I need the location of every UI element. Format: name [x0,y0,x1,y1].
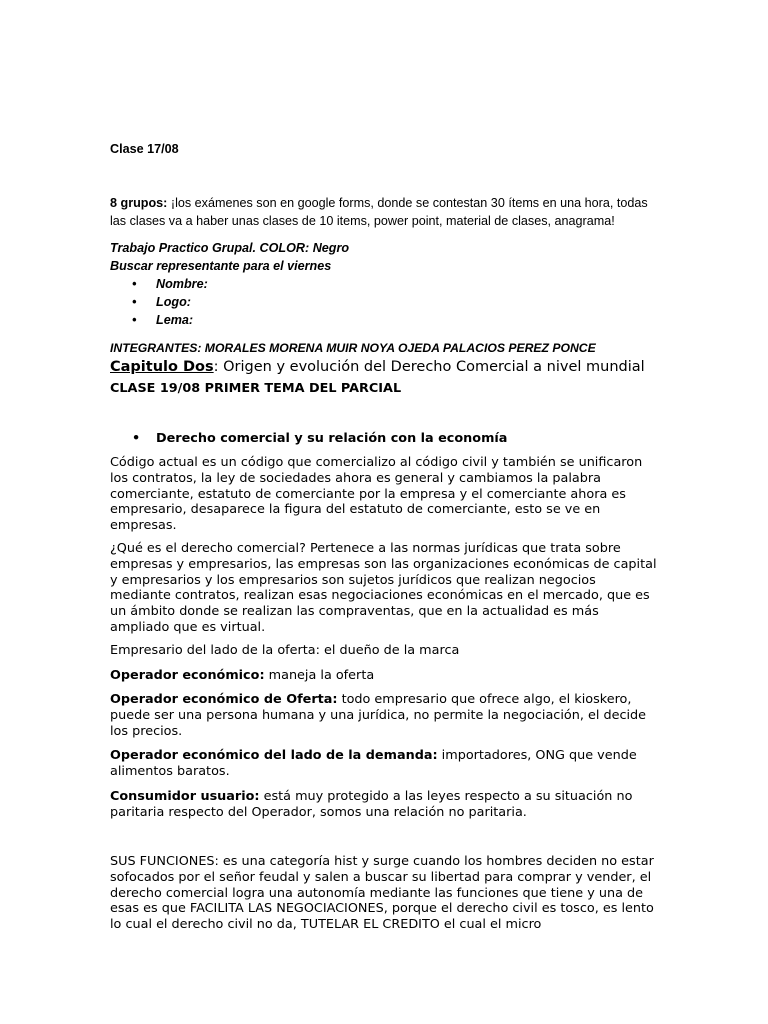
tp-item-label: Lema: [156,313,194,327]
tp-items-list [110,275,660,329]
definition-term: Operador económico: [110,668,265,683]
tp-item-label: Nombre: [156,277,208,291]
bullet-icon: • [132,295,137,309]
definition-text: todo empresario que ofrece algo, el kioskero, puede ser una persona humana y una jurídica, no permite la negociación, el decide los precios. [110,692,647,739]
definition-operador-demanda [110,748,660,780]
tp-item-label: Logo: [156,295,191,309]
paragraph-funciones: SUS FUNCIONES: es una categoría hist y surge cuando los hombres deciden no estar sofocados por el señor feudal y salen a buscar su libertad para comprar y vender, el derecho comercial logra una autonomía mediante las funciones que tiene y una de esas es que FACILITA LAS NEGOCIACIONES, porque el derecho civil es tosco, es lento lo cual el derecho civil no da, TUTELAR EL CREDITO el cual el micro [110,854,654,933]
definition-operador [110,668,660,684]
topic-list [110,431,660,447]
paragraph-empresario: Empresario del lado de la oferta: el dueño de la marca [110,643,460,658]
groups-paragraph [110,194,660,230]
tp-line: Trabajo Practico Grupal. COLOR: Negro [110,241,350,255]
bullet-icon: • [132,431,141,446]
paragraph-codigo: Código actual es un código que comercializo al código civil y también se unificaron los contratos, la ley de sociedades ahora es general y cambiamos la palabra comerciante, estatuto de comerciante por la empresa y el comerciante ahora es empresario, desaparece la figura del estatuto de comerciante, esto se ve en empresas. [110,455,643,534]
definition-consumidor [110,789,660,821]
groups-text: ¡los exámenes son en google forms, donde se contestan 30 ítems en una hora, todas las clases va a haber unas clases de 10 items, power point, material de clases, anagrama! [110,196,648,228]
definition-operador-oferta [110,692,660,739]
class-heading: Clase 17/08 [110,142,179,156]
topic-item [110,431,660,447]
definition-text: está muy protegido a las leyes respecto a su situación no paritaria respecto del Operador, somos una relación no paritaria. [110,789,633,820]
tp-item [110,293,660,311]
definition-text: maneja la oferta [264,668,375,683]
chapter-title: : Origen y evolución del Derecho Comercial a nivel mundial [213,359,645,375]
integrantes-paragraph [110,338,660,376]
bullet-icon: • [132,277,137,291]
representative-line: Buscar representante para el viernes [110,259,332,273]
class2-heading: CLASE 19/08 PRIMER TEMA DEL PARCIAL [110,381,402,396]
paragraph-que-es: ¿Qué es el derecho comercial? Pertenece a las normas jurídicas que trata sobre empresas y empresarios, las empresas son las organizaciones económicas de capital y empresarios y los empresarios son sujetos jurídicos que realizan negocios mediante contratos, realizan esas negociaciones económicas en el mercado, que es un ámbito donde se realizan las compraventas, que en la actualidad es más ampliado que es virtual. [110,541,657,635]
definition-text: importadores, ONG que vende alimentos baratos. [110,748,637,779]
definition-term: Operador económico del lado de la demanda: [110,748,438,763]
definition-term: Operador económico de Oferta: [110,692,338,707]
topic-label: Derecho comercial y su relación con la economía [156,431,508,446]
groups-label: 8 grupos: [110,196,168,210]
tp-item [110,311,660,329]
chapter-label: Capitulo Dos [110,359,214,375]
definition-term: Consumidor usuario: [110,789,260,804]
integrantes-text: INTEGRANTES: MORALES MORENA MUIR NOYA OJEDA PALACIOS PEREZ PONCE [110,341,596,355]
bullet-icon: • [132,313,137,327]
tp-item [110,275,660,293]
